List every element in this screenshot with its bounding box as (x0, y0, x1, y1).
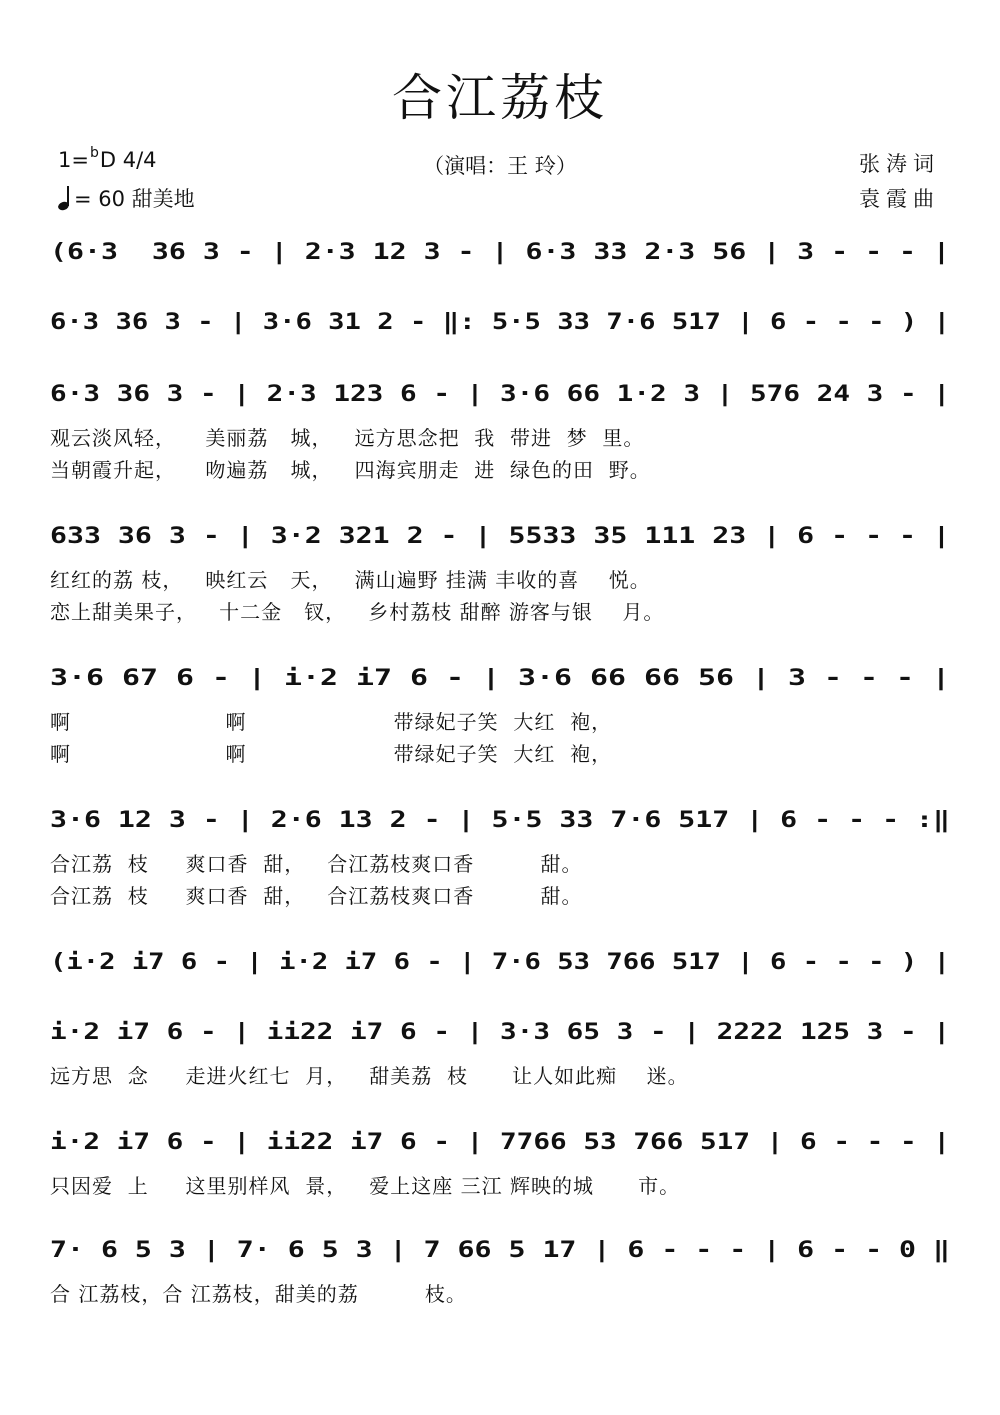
notation-row (50, 942, 950, 982)
notation-text: (6·3 36 3 - | 2·3 12 3 - | 6·3 33 2·3 56 | 3 - - - | (50, 240, 950, 265)
notation-row (50, 1012, 950, 1052)
quarter-note-icon (58, 188, 70, 210)
notation-text: 633 36 3 - | 3·2 321 2 - | 5533 35 111 23 | 6 - - - | (50, 524, 950, 549)
lyric-line: 远方思 念 走进火红七 月， 甜美荔 枝 让人如此痴 迷。 (50, 1064, 689, 1088)
lyric-line: 当朝霞升起， 吻遍荔 城， 四海宾朋走 进 绿色的田 野。 (50, 458, 651, 482)
notation-text: (i·2 i7 6 - | i·2 i7 6 - | 7·6 53 766 517 | 6 - - - ) | (50, 950, 950, 975)
lyric-line: 红红的荔 枝， 映红云 天， 满山遍野 挂满 丰收的喜 悦。 (50, 568, 651, 592)
notation-text: 3·6 67 6 - | i·2 i7 6 - | 3·6 66 66 56 | 3 - - - | (50, 666, 950, 691)
lyric-line: 合江荔 枝 爽口香 甜， 合江荔枝爽口香 甜。 (50, 852, 583, 876)
lyric-line: 啊 啊 带绿妃子笑 大红 袍， (50, 710, 613, 734)
notation-row (50, 516, 950, 556)
tempo-marking (58, 183, 195, 213)
lyric-line: 恋上甜美果子， 十二金 钗， 乡村荔枝 甜醉 游客与银 月。 (50, 600, 665, 624)
notation-row (50, 800, 950, 840)
notation-text: 3·6 12 3 - | 2·6 13 2 - | 5·5 33 7·6 517 | 6 - - - :‖ (50, 808, 950, 833)
lyric-line: 合 江荔枝，合 江荔枝，甜美的荔 枝。 (50, 1282, 467, 1306)
lyric-line: 只因爱 上 这里别样风 景， 爱上这座 三江 辉映的城 市。 (50, 1174, 681, 1198)
key-time: D 4/4 (99, 148, 157, 172)
performer: （演唱：王 玲） (423, 154, 577, 178)
notation-text: i·2 i7 6 - | ii22 i7 6 - | 3·3 65 3 - | 2222 125 3 - | (50, 1020, 950, 1045)
notation-text: 6·3 36 3 - | 2·3 123 6 - | 3·6 66 1·2 3 | 576 24 3 - | (50, 382, 950, 407)
notation-text: i·2 i7 6 - | ii22 i7 6 - | 7766 53 766 517 | 6 - - - | (50, 1130, 950, 1155)
song-title: 合江荔枝 (392, 69, 608, 127)
notation-row (50, 302, 950, 342)
flat-sign: b (89, 145, 99, 161)
notation-row (50, 232, 950, 272)
notation-row (50, 658, 950, 698)
composer: 袁霞曲 (859, 187, 940, 211)
tempo-text: = 60 甜美地 (74, 187, 195, 211)
notation-row (50, 1230, 950, 1270)
notation-text: 6·3 36 3 - | 3·6 31 2 - ‖: 5·5 33 7·6 517 | 6 - - - ) | (50, 310, 950, 335)
notation-row (50, 374, 950, 414)
lyric-line: 观云淡风轻， 美丽荔 城， 远方思念把 我 带进 梦 里。 (50, 426, 645, 450)
notation-row (50, 1122, 950, 1162)
lyric-line: 啊 啊 带绿妃子笑 大红 袍， (50, 742, 613, 766)
lyricist: 张涛词 (859, 152, 940, 176)
notation-text: 7· 6 5 3 | 7· 6 5 3 | 7 66 5 17 | 6 - - - | 6 - - 0 ‖ (50, 1238, 950, 1263)
key-prefix: 1= (58, 148, 89, 172)
lyric-line: 合江荔 枝 爽口香 甜， 合江荔枝爽口香 甜。 (50, 884, 583, 908)
